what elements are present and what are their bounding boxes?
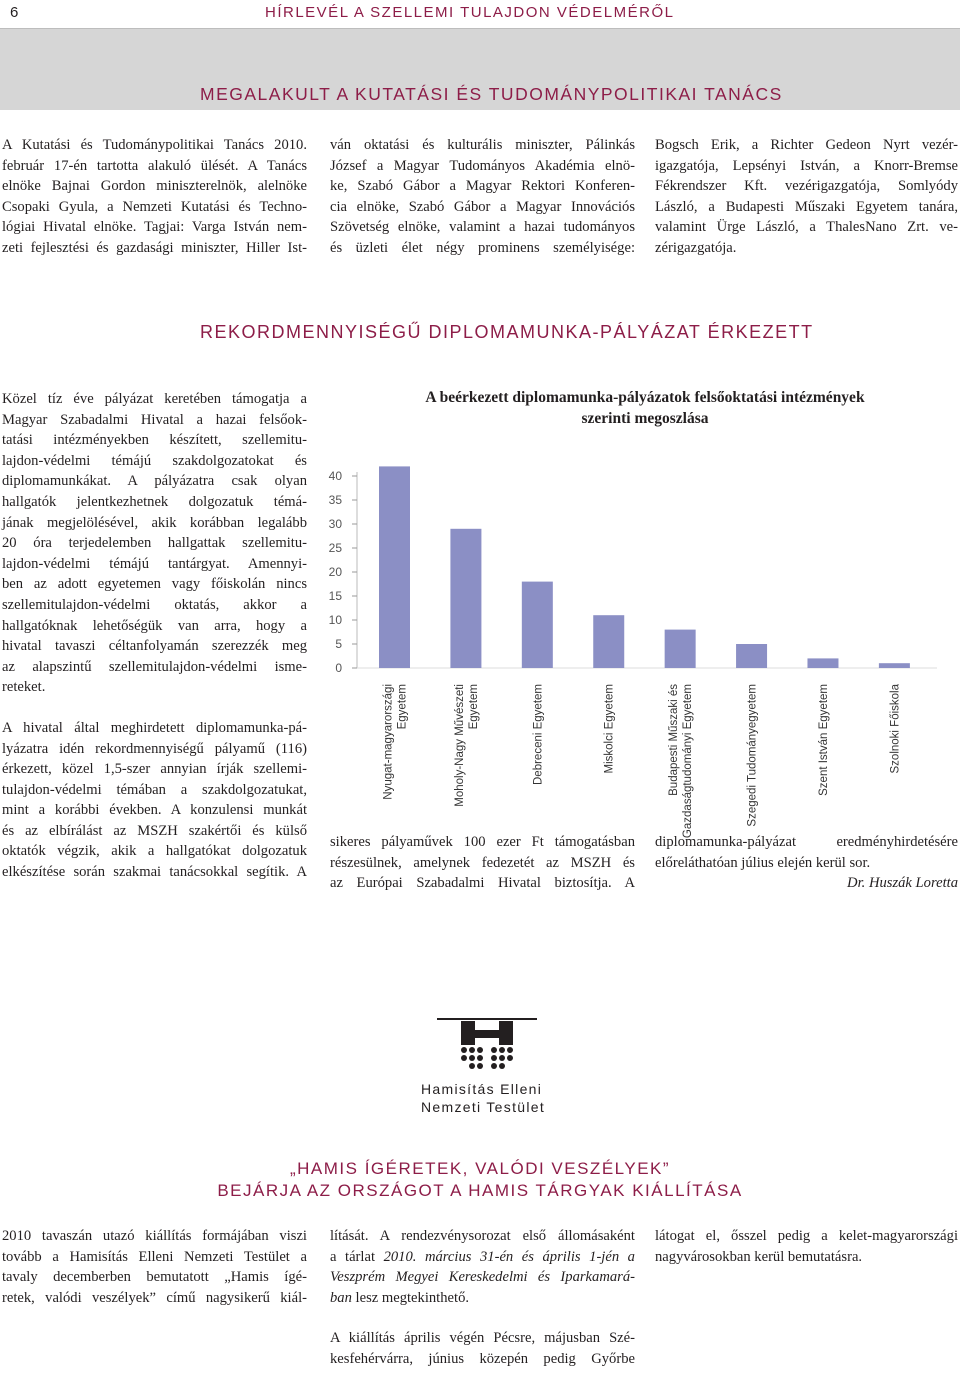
text-line: zeti fejlesztési és gazdasági miniszter, Hiller Ist- bbox=[2, 239, 307, 256]
text-line: elnöke Bajnai Gordon miniszterelnök, alelnöke bbox=[2, 178, 307, 195]
text-line: ben az adott egyetemen vagy főiskolán nincs bbox=[2, 576, 307, 593]
text-line: tatási intézményekben készített, szellemitu- bbox=[2, 432, 307, 449]
text-line: részesülnek, amelynek fedezetét az MSZH és bbox=[330, 854, 635, 871]
category-label: Egyetem bbox=[467, 684, 480, 730]
article1-col1 bbox=[2, 135, 307, 259]
text-line: elkészítése során szakmai tanácsokkal segítik. A bbox=[2, 864, 307, 881]
text-line: A Kutatási és Tudománypolitikai Tanács 2010. bbox=[2, 137, 307, 153]
text-line: és az elbírálást az MSZH szakértői és külső bbox=[2, 822, 307, 839]
text-span: a tárlat bbox=[330, 1248, 384, 1265]
chart-title-line: szerinti megoszlása bbox=[581, 410, 709, 427]
text-line: zérigazgatója. bbox=[655, 239, 737, 256]
text-line: valamint Ürge László, a ThalesNano Zrt. ve- bbox=[655, 219, 958, 236]
text-line: hallgatók jelentkezhetnek dolgozatuk témá- bbox=[2, 493, 307, 510]
chart-bar bbox=[522, 582, 553, 668]
y-tick-label: 10 bbox=[328, 613, 342, 627]
text-line: tovább a Hamisítás Elleni Nemzeti Testület a bbox=[2, 1248, 307, 1265]
article2-col3 bbox=[655, 832, 958, 894]
text-line: reteket. bbox=[2, 679, 46, 696]
text-line: mint a korábbi években. A konzulensi munkát bbox=[2, 802, 307, 819]
article3-col1 bbox=[2, 1226, 307, 1308]
text-line: 20 óra terjedelemben hallgattak szellemitu- bbox=[2, 535, 307, 552]
category-label: Szolnoki Főiskola bbox=[889, 684, 902, 774]
text-line: ván oktatási és kulturális miniszter, Pálinkás bbox=[330, 137, 635, 153]
chart-title bbox=[330, 387, 960, 429]
text-line: hivatal tavaszi céltanfolyamán szerezzék meg bbox=[2, 638, 307, 655]
text-line: az alapszintű szellemitulajdon-védelmi isme- bbox=[2, 658, 307, 675]
category-label: Szegedi Tudományegyetem bbox=[746, 684, 759, 827]
text-line: igazgatója, Lepsényi István, a Knorr-Bremse bbox=[655, 157, 958, 174]
text-line: lyázatra idén rekordmennyiségű pályamű (116) bbox=[2, 740, 307, 757]
article2-heading: REKORDMENNYISÉGŰ DIPLOMAMUNKA-PÁLYÁZAT ÉRKEZETT bbox=[200, 322, 814, 342]
text-line: lítását. A rendezvénysorozat első állomásaként bbox=[330, 1228, 635, 1244]
category-label: Szent István Egyetem bbox=[817, 684, 830, 796]
article2-col2 bbox=[330, 832, 635, 894]
text-line: lajdon-védelmi témájú tantárgyat. Amennyi- bbox=[2, 555, 307, 572]
category-label: Egyetem bbox=[396, 684, 409, 730]
text-line: diplomamunka-pályázat eredményhirdetésére bbox=[655, 834, 958, 850]
chart-bar bbox=[879, 663, 910, 668]
category-label: Nyugat-magyarországi bbox=[382, 684, 395, 800]
text-line: Magyar Szabadalmi Hivatal a hazai felsőok- bbox=[2, 411, 307, 428]
text-line bbox=[330, 1267, 635, 1288]
org-line: Hamisítás Elleni bbox=[421, 1081, 543, 1097]
text-line: kesfehérvárra, június közepén pedig Győrbe bbox=[330, 1350, 635, 1367]
text-line: nagyvárosokban kerül bemutatásra. bbox=[655, 1248, 863, 1265]
text-line: Csopaki Gyula, a Nemzeti Kutatási és Techno- bbox=[2, 198, 307, 215]
text-line: retek, valódi veszélyek” című nagysikerű kiál- bbox=[2, 1289, 307, 1306]
organization-name bbox=[421, 1080, 545, 1116]
text-line: A hivatal által meghirdetett diplomamunka-pá- bbox=[2, 719, 307, 736]
text-line: szellemitulajdon-védelmi oktatás, akkor a bbox=[2, 596, 307, 613]
text-line: és üzleti élet négy prominens személyisége: bbox=[330, 239, 635, 256]
chart-bar bbox=[807, 658, 838, 668]
text-line: Bogsch Erik, a Richter Gedeon Nyrt vezér- bbox=[655, 137, 958, 153]
article1-col3 bbox=[655, 135, 958, 259]
text-line: cia elnöke, Szabó Gábor a Magyar Innovációs bbox=[330, 198, 635, 215]
text-line: jának megjelölésével, akik korábban legalább bbox=[2, 514, 307, 531]
y-tick-label: 40 bbox=[328, 469, 342, 483]
page-number: 6 bbox=[10, 4, 19, 21]
text-line: lajdon-védelmi témájú szakdolgozatokat és bbox=[2, 452, 307, 469]
text-line: február 17-én tartotta alakuló ülését. A Tanács bbox=[2, 157, 307, 174]
text-line: sikeres pályaművek 100 ezer Ft támogatásban bbox=[330, 834, 635, 850]
org-line: Nemzeti Testület bbox=[421, 1099, 546, 1115]
article3-col2 bbox=[330, 1226, 635, 1370]
category-label: Miskolci Egyetem bbox=[603, 684, 616, 774]
y-tick-label: 20 bbox=[328, 565, 342, 579]
article3-col3 bbox=[655, 1226, 958, 1267]
text-line: tulajdon-védelmi témában a szakdolgozatukat, bbox=[2, 781, 307, 798]
article3-heading-line1: „HAMIS ÍGÉRETEK, VALÓDI VESZÉLYEK” bbox=[289, 1159, 671, 1178]
article2-col1 bbox=[2, 389, 307, 883]
chart-bar bbox=[379, 466, 410, 668]
text-line: Szövetség elnöke, valamint a hazai tudományos bbox=[330, 219, 635, 236]
text-line bbox=[330, 1247, 635, 1268]
text-span: lesz megtekinthető. bbox=[351, 1289, 470, 1306]
chart-bar bbox=[593, 615, 624, 668]
chart-title-line: A beérkezett diplomamunka-pályázatok felsőoktatási intézmények bbox=[425, 389, 865, 406]
y-tick-label: 35 bbox=[328, 493, 342, 507]
text-line: Közel tíz éve pályázat keretében támogatja a bbox=[2, 391, 307, 407]
author-name: Dr. Huszák Loretta bbox=[847, 875, 958, 892]
article1-heading: MEGALAKULT A KUTATÁSI ÉS TUDOMÁNYPOLITIKAI TANÁCS bbox=[200, 84, 783, 104]
y-tick-label: 30 bbox=[328, 517, 342, 531]
y-tick-label: 0 bbox=[335, 661, 342, 675]
venue-text: ban bbox=[330, 1289, 352, 1306]
text-line: előreláthatóan július elején kerül sor. bbox=[655, 854, 871, 871]
category-label: Debreceni Egyetem bbox=[532, 684, 545, 785]
text-line: oktatók végzik, akik a hallgatókat dolgozatuk bbox=[2, 843, 307, 860]
text-line: László, a Budapesti Műszaki Egyetem tanára, bbox=[655, 198, 958, 215]
category-label: Budapesti Műszaki és bbox=[668, 684, 681, 796]
text-line: diplomamunkákat. A pályázatra csak olyan bbox=[2, 473, 307, 490]
text-line: hallgatóknak lehetőségük van arra, hogy a bbox=[2, 617, 307, 634]
y-tick-label: 25 bbox=[328, 541, 342, 555]
category-label: Gazdaságtudományi Egyetem bbox=[682, 684, 695, 838]
chart-bar bbox=[665, 630, 696, 668]
date-text: 2010. március 31-én és április 1-jén a bbox=[383, 1248, 635, 1265]
text-line: 2010 tavaszán utazó kiállítás formájában viszi bbox=[2, 1228, 307, 1244]
text-line: látogat el, ősszel pedig a kelet-magyarországi bbox=[655, 1228, 958, 1244]
text-line: ke, Szabó Gábor a Magyar Rektori Konferen- bbox=[330, 178, 635, 195]
text-line: A kiállítás április végén Pécsre, májusban Szé- bbox=[330, 1330, 635, 1347]
text-line: az Európai Szabadalmi Hivatal biztosítja. A bbox=[330, 875, 635, 892]
category-label: Moholy-Nagy Művészeti bbox=[453, 684, 466, 807]
text-line: tavaly decemberben bemutatott „Hamis ígé- bbox=[2, 1269, 307, 1286]
text-line: lógiai Hivatal elnöke. Tagjai: Varga István nem- bbox=[2, 219, 307, 236]
text-line: érkezett, közel 1,5-szer annyian írják szellemi- bbox=[2, 761, 307, 778]
running-title: HÍRLEVÉL A SZELLEMI TULAJDON VÉDELMÉRŐL bbox=[265, 4, 675, 21]
chart-bar bbox=[736, 644, 767, 668]
hent-logo-icon bbox=[437, 1018, 537, 1070]
article3-heading-line2: BEJÁRJA AZ ORSZÁGOT A HAMIS TÁRGYAK KIÁLLÍTÁSA bbox=[217, 1181, 743, 1200]
y-tick-label: 5 bbox=[335, 637, 342, 651]
venue-text: Veszprém Megyei Kereskedelmi és Iparkamará- bbox=[330, 1269, 635, 1286]
article1-col2 bbox=[330, 135, 635, 259]
text-line bbox=[330, 1288, 635, 1309]
bar-chart bbox=[325, 458, 945, 838]
text-line: József a Magyar Tudományos Akadémia elnö- bbox=[330, 157, 635, 174]
chart-bar bbox=[450, 529, 481, 668]
text-line: Fékrendszer Kft. vezérigazgatója, Somlyódy bbox=[655, 178, 958, 195]
y-tick-label: 15 bbox=[328, 589, 342, 603]
